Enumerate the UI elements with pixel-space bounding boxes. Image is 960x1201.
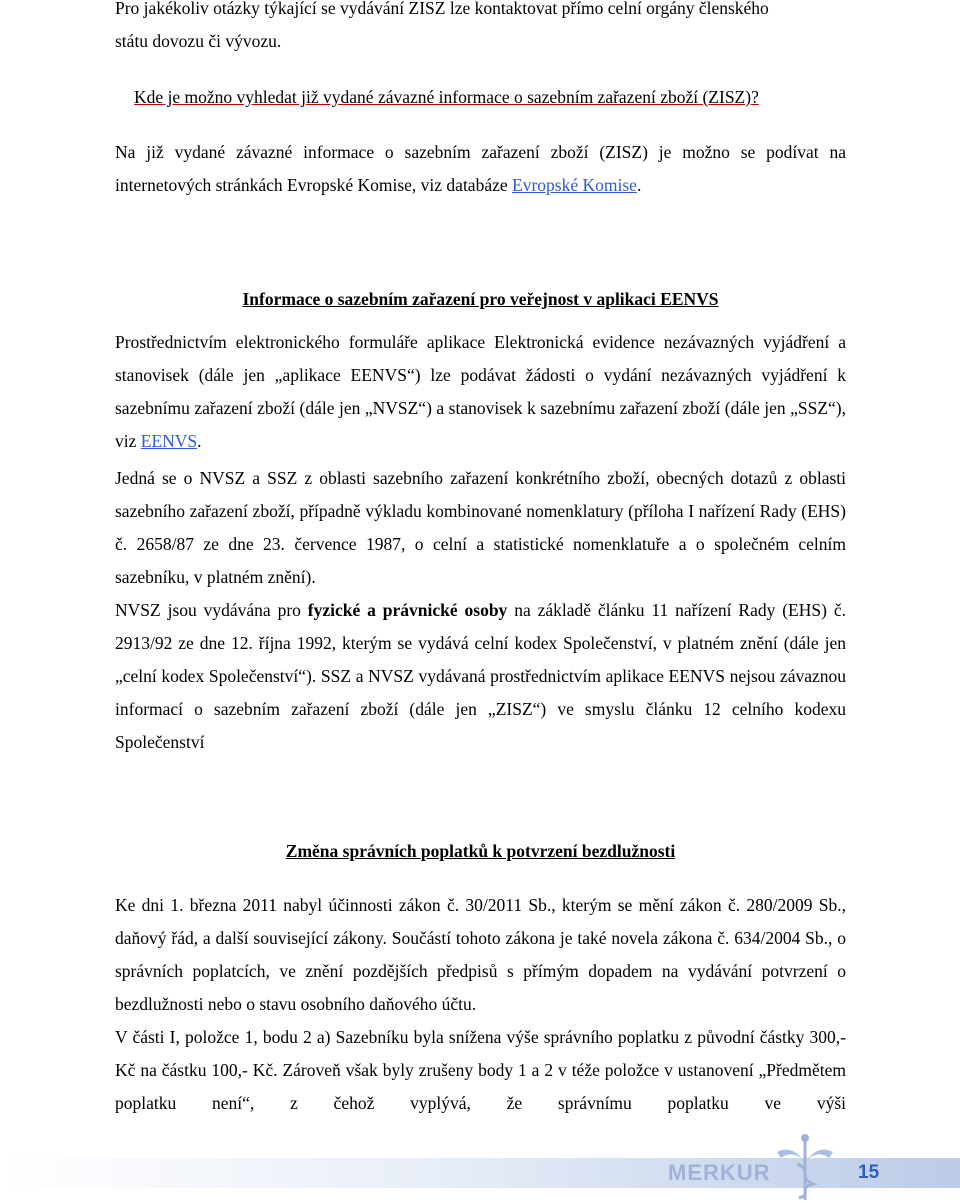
eenvs-paragraph xyxy=(115,326,846,458)
nvsz-legal-end: na základě článku 11 nařízení Rady (EHS) č. 2913/92 ze dne 12. října 1992, kterým se vydává celní kodex Společenství, v platném znění (dále jen „celní kodex Společenství“). SSZ a NVSZ vydávaná prostřednictvím aplikace EENVS nejsou závaznou informací o sazebním zařazení zboží (dále jen „ZISZ“) ve smyslu článku 12 celního kodexu Společenství xyxy=(115,600,846,752)
nvsz-legal-paragraph xyxy=(115,594,846,759)
eenvs-link[interactable]: EENVS xyxy=(140,431,198,451)
eenvs-text: Prostřednictvím elektronického formuláře aplikace Elektronická evidence nezávazných vyjádření a stanovisek (dále jen „aplikace EENVS“) lze podávat žádosti o vydání nezávazných vyjádření k sazebnímu zařazení zboží (dále jen „NVSZ“) a stanovisek k sazebnímu zařazení zboží (dále jen „SSZ“), viz xyxy=(115,332,846,451)
intro-line-1: Pro jakékoliv otázky týkající se vydávání ZISZ lze kontaktovat přímo celní orgány členského xyxy=(115,0,769,18)
caduceus-logo-icon xyxy=(775,1130,835,1201)
intro-line-2: státu dovozu či vývozu. xyxy=(115,31,282,51)
database-end: . xyxy=(636,175,642,195)
section-heading-fees: Změna správních poplatků k potvrzení bezdlužnosti xyxy=(285,841,676,861)
fees-paragraph: Ke dni 1. března 2011 nabyl účinnosti zákon č. 30/2011 Sb., kterým se mění zákon č. 280/2009 Sb., daňový řád, a další související zákony. Součástí tohoto zákona je také novela zákona č. 634/2004 Sb., o správních poplatcích, ve znění pozdějších předpisů s přímým dopadem na vydávání potvrzení o bezdlužnosti nebo o stavu osobního daňového účtu. xyxy=(115,895,846,1014)
question-line: Kde je možno vyhledat již vydané závazné informace o sazebním zařazení zboží (ZISZ)? xyxy=(134,87,759,107)
european-commission-link[interactable]: Evropské Komise xyxy=(512,175,637,195)
fee-reduction-paragraph: V části I, položce 1, bodu 2 a) Sazebníku byla snížena výše správního poplatku z původní částky 300,- Kč na částku 100,- Kč. Zároveň však byly zrušeny body 1 a 2 v téže položce v ustanovení „Předmětem poplatku není“, z čehož vyplývá, že správnímu poplatku ve výši xyxy=(115,1027,846,1113)
database-paragraph xyxy=(115,136,846,202)
eenvs-end: . xyxy=(197,431,202,451)
natural-legal-persons-bold: fyzické a právnické osoby xyxy=(307,600,508,620)
page-number: 15 xyxy=(858,1162,880,1183)
nvsz-ssz-paragraph: Jedná se o NVSZ a SSZ z oblasti sazebního zařazení konkrétního zboží, obecných dotazů z oblasti sazebního zařazení zboží, případně výkladu kombinované nomenklatury (příloha I nařízení Rady (EHS) č. 2658/87 ze dne 23. července 1987, o celní a statistické nomenklatuře a o společném celním sazebníku, v platném znění). xyxy=(115,468,846,587)
merkur-logo-text: MERKUR xyxy=(668,1160,771,1185)
nvsz-legal-start: NVSZ jsou vydávána pro xyxy=(115,600,308,620)
database-text: Na již vydané závazné informace o sazebním zařazení zboží (ZISZ) je možno se podívat na internetových stránkách Evropské Komise, viz databáze xyxy=(115,142,846,195)
page-footer xyxy=(0,1150,960,1201)
intro-paragraph xyxy=(115,0,846,58)
section-heading-eenvs: Informace o sazebním zařazení pro veřejnost v aplikaci EENVS xyxy=(242,289,719,309)
